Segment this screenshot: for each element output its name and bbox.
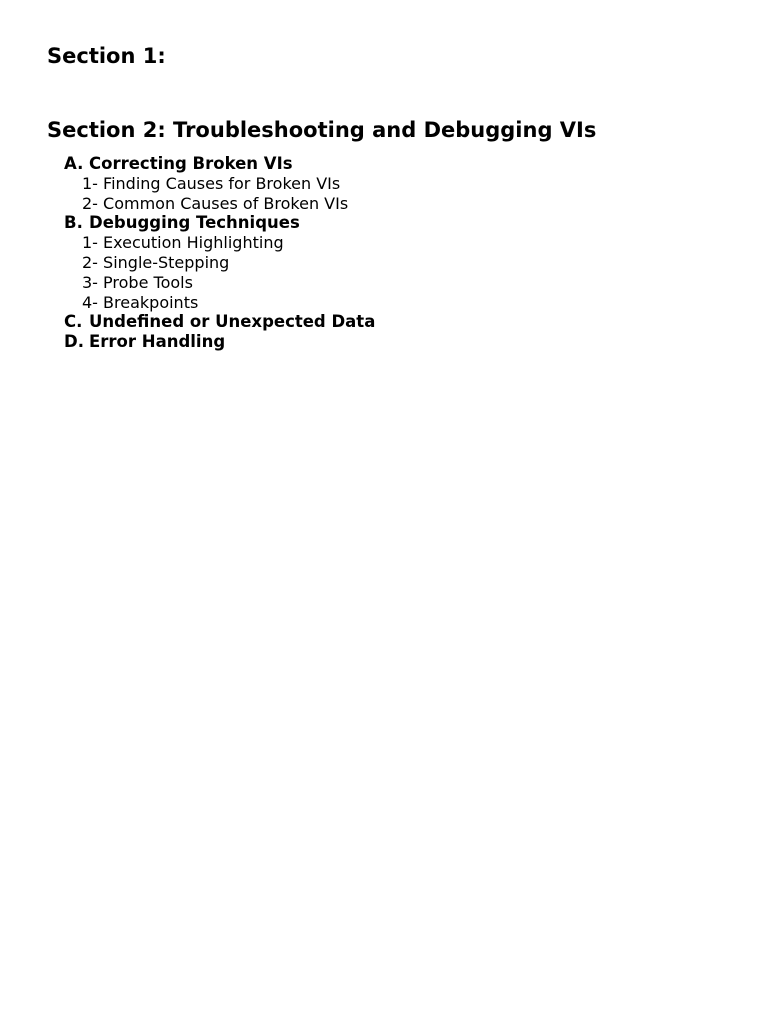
- outline-letter: C.: [64, 312, 83, 332]
- outline-title: Error Handling: [89, 332, 226, 352]
- outline-subitem: 1- Finding Causes for Broken VIs: [82, 173, 341, 193]
- section-1-heading: Section 1:: [47, 44, 166, 68]
- outline-letter: B.: [64, 213, 83, 233]
- outline-subitem: 1- Execution Highlighting: [82, 233, 284, 253]
- outline-item-a: [0, 154, 768, 174]
- section-2-outline: [0, 154, 768, 352]
- section-2-heading: Section 2: Troubleshooting and Debugging VIs: [47, 118, 597, 142]
- outline-subitem: 2- Single-Stepping: [82, 252, 230, 272]
- outline-subitem: 3- Probe Tools: [82, 272, 193, 292]
- outline-item-b: [0, 213, 768, 233]
- outline-title: Debugging Techniques: [89, 213, 300, 233]
- outline-title: Undefined or Unexpected Data: [89, 312, 376, 332]
- outline-title: Correcting Broken VIs: [89, 154, 293, 173]
- outline-item-c: [0, 312, 768, 332]
- outline-item-d: [0, 332, 768, 352]
- outline-letter: D.: [64, 332, 84, 352]
- outline-subitem: 4- Breakpoints: [82, 292, 199, 312]
- outline-subitem: 2- Common Causes of Broken VIs: [82, 193, 349, 213]
- outline-letter: A.: [64, 154, 84, 173]
